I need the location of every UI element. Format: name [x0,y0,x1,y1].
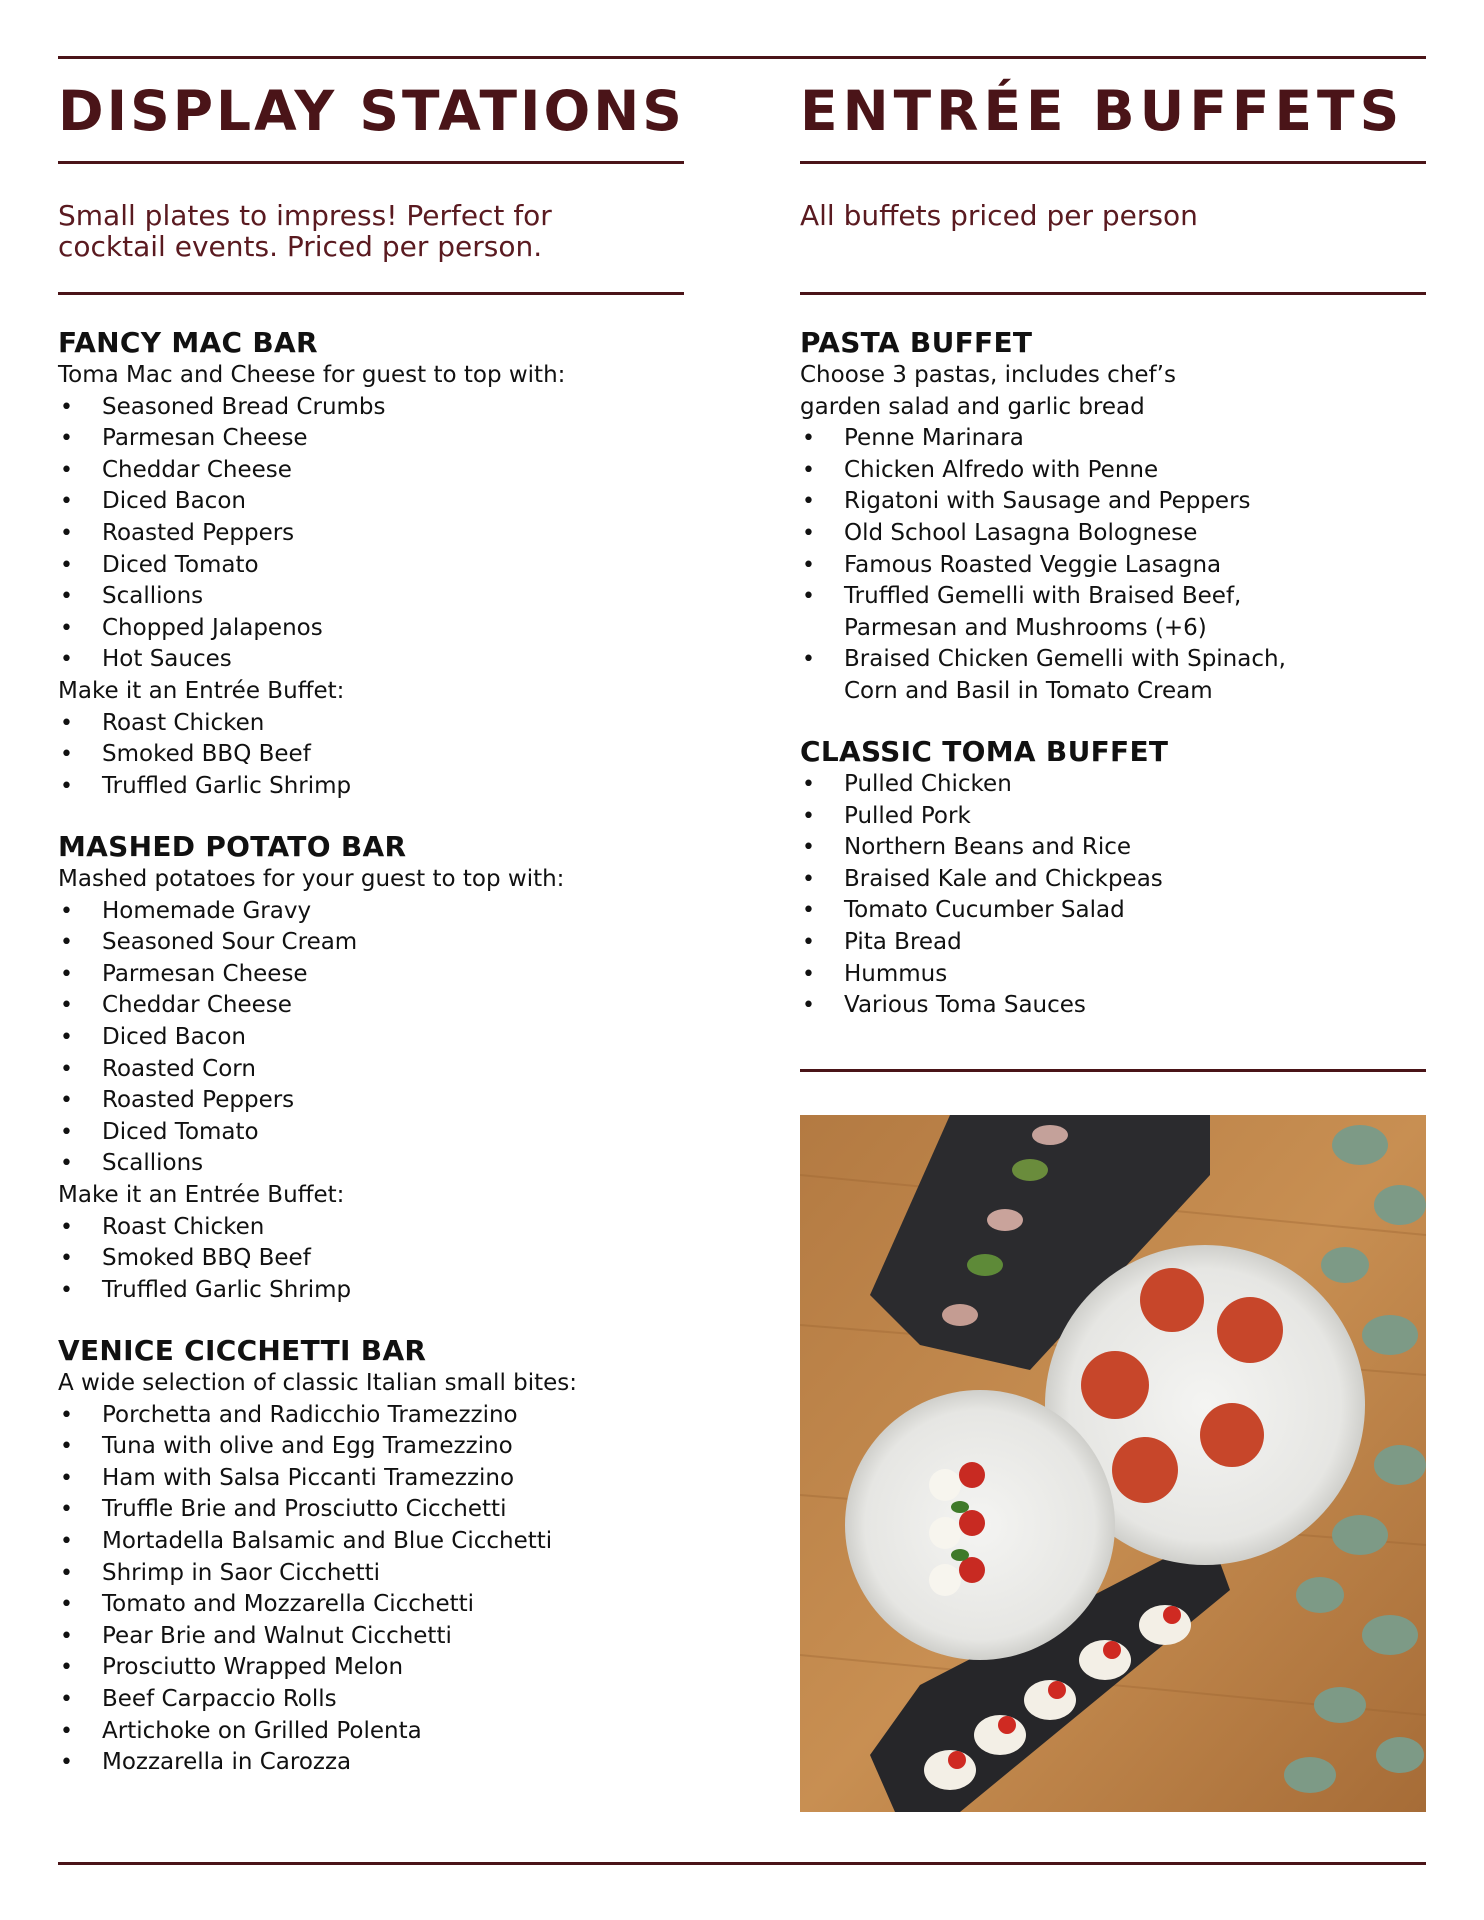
pasta-buffet-section [800,327,1286,708]
list-item: • Smoked BBQ Beef [58,739,565,771]
fancy-mac-bar-intro: Toma Mac and Cheese for guest to top with: [58,362,566,388]
mashed-potato-bar-upgrade: Make it an Entrée Buffet: [58,1181,345,1208]
list-item: • Diced Bacon [58,1022,564,1054]
mashed-potato-bar-section [58,831,564,1306]
list-item: • Roasted Corn [58,1054,564,1086]
list-item: • Shrimp in Saor Cicchetti [58,1558,577,1590]
venice-cicchetti-bar-title: VENICE CICCHETTI BAR [58,1334,427,1367]
entree-buffets-title: ENTRÉE BUFFETS [800,79,1405,143]
display-stations-title: DISPLAY STATIONS [58,79,685,143]
mashed-potato-bar-list [58,896,564,1180]
list-item: • Mortadella Balsamic and Blue Cicchetti [58,1526,577,1558]
list-item: • Truffled Garlic Shrimp [58,1275,564,1307]
top-rule-left [58,56,684,59]
classic-toma-buffet-title: CLASSIC TOMA BUFFET [800,735,1169,768]
mashed-potato-bar-upgrade-list [58,1212,564,1307]
list-item: • Cheddar Cheese [58,455,565,487]
list-item: • Scallions [58,581,565,613]
list-item: • Hummus [800,959,1168,991]
list-item: • Parmesan Cheese [58,423,565,455]
list-item: • Truffled Gemelli with Braised Beef, [800,581,1286,613]
fancy-mac-bar-section [58,327,565,802]
list-item: • Porchetta and Radicchio Tramezzino [58,1400,577,1432]
list-item: • Penne Marinara [800,423,1286,455]
pasta-buffet-intro-line-1: Choose 3 pastas, includes chef’s [800,362,1176,388]
list-item: • Braised Chicken Gemelli with Spinach, [800,644,1286,676]
list-item: • Chopped Jalapenos [58,613,565,645]
list-item: • Roast Chicken [58,1212,564,1244]
list-item: • Truffle Brie and Prosciutto Cicchetti [58,1494,577,1526]
right-subtitle-rule [800,292,1426,295]
food-photo [800,1115,1426,1812]
list-item: • Cheddar Cheese [58,990,564,1022]
list-item: • Diced Tomato [58,550,565,582]
list-item: • Pear Brie and Walnut Cicchetti [58,1621,577,1653]
list-item: • Ham with Salsa Piccanti Tramezzino [58,1463,577,1495]
pasta-buffet-title: PASTA BUFFET [800,326,1033,359]
list-item: • Scallions [58,1148,564,1180]
list-item: • Hot Sauces [58,644,565,676]
pasta-buffet-list [800,423,1286,707]
list-item: • Various Toma Sauces [800,990,1168,1022]
left-subtitle-rule [58,292,684,295]
fancy-mac-bar-upgrade: Make it an Entrée Buffet: [58,677,345,704]
entree-buffets-subtitle: All buffets priced per person [800,199,1198,232]
list-item-continuation: Corn and Basil in Tomato Cream [844,677,1213,704]
list-item-continuation: Parmesan and Mushrooms (+6) [844,614,1207,641]
caprese-bites [929,1462,985,1596]
list-item: • Roasted Peppers [58,518,565,550]
list-item: • Chicken Alfredo with Penne [800,455,1286,487]
venice-cicchetti-bar-intro: A wide selection of classic Italian small bites: [58,1370,578,1396]
list-item: • Parmesan Cheese [58,959,564,991]
list-item: • Prosciutto Wrapped Melon [58,1652,577,1684]
list-item: • Mozzarella in Carozza [58,1747,577,1779]
list-item: • Pulled Pork [800,801,1168,833]
right-title-rule [800,161,1426,164]
food-photo-illustration [800,1115,1426,1812]
venice-cicchetti-bar-section [58,1335,577,1779]
list-item: • Roast Chicken [58,708,565,740]
list-item: • Seasoned Sour Cream [58,927,564,959]
fancy-mac-bar-title: FANCY MAC BAR [58,326,318,359]
mashed-potato-bar-intro: Mashed potatoes for your guest to top with: [58,866,565,892]
display-stations-subtitle: Small plates to impress! Perfect for cocktail events. Priced per person. [58,199,552,263]
list-item: • Artichoke on Grilled Polenta [58,1716,577,1748]
fancy-mac-bar-list [58,392,565,676]
classic-toma-buffet-section [800,736,1168,1022]
list-item: • Old School Lasagna Bolognese [800,518,1286,550]
list-item: • Roasted Peppers [58,1085,564,1117]
list-item: • Beef Carpaccio Rolls [58,1684,577,1716]
list-item: • Tomato Cucumber Salad [800,895,1168,927]
fancy-mac-bar-upgrade-list [58,708,565,803]
list-item: • Tuna with olive and Egg Tramezzino [58,1431,577,1463]
pasta-buffet-intro-line-2: garden salad and garlic bread [800,393,1145,420]
left-title-rule [58,161,684,164]
list-item: • Rigatoni with Sausage and Peppers [800,486,1286,518]
list-item: • Pita Bread [800,927,1168,959]
list-item: • Diced Tomato [58,1117,564,1149]
classic-toma-buffet-list [800,769,1168,1022]
list-item: • Diced Bacon [58,486,565,518]
mashed-potato-bar-title: MASHED POTATO BAR [58,830,407,863]
list-item: • Pulled Chicken [800,769,1168,801]
right-photo-rule [800,1069,1426,1072]
list-item: • Truffled Garlic Shrimp [58,771,565,803]
bottom-rule [58,1862,1426,1865]
top-rule-right [684,56,1426,59]
list-item: • Tomato and Mozzarella Cicchetti [58,1589,577,1621]
list-item: • Seasoned Bread Crumbs [58,392,565,424]
list-item: • Famous Roasted Veggie Lasagna [800,550,1286,582]
list-item: • Braised Kale and Chickpeas [800,864,1168,896]
list-item: • Smoked BBQ Beef [58,1243,564,1275]
list-item: • Homemade Gravy [58,896,564,928]
list-item: • Northern Beans and Rice [800,832,1168,864]
venice-cicchetti-bar-list [58,1400,577,1779]
